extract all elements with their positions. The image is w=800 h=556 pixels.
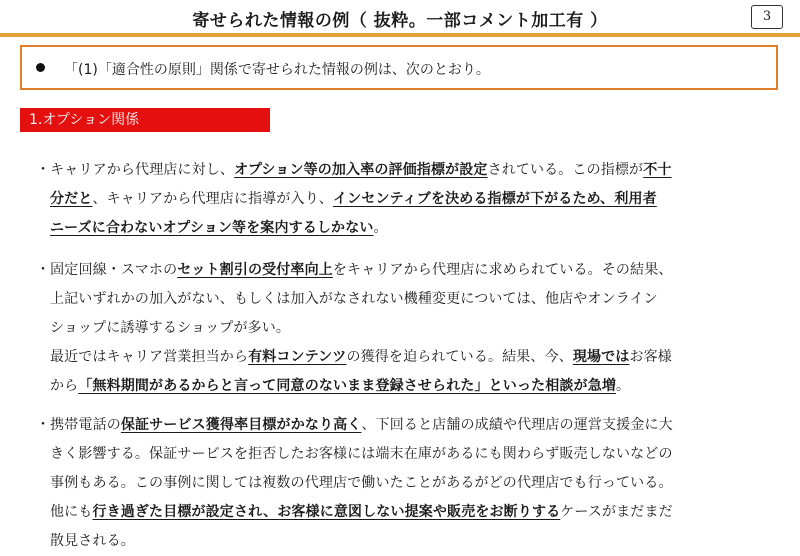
comment-line <box>36 411 781 440</box>
comment-text: ・携帯電話の <box>36 417 121 433</box>
comment-text: をキャリアから代理店に求められている。その結果、 <box>332 262 673 278</box>
highlighted-text: 行き過ぎた目標が設定され、お客様に意図しない提案や販売をお断りする <box>92 504 561 520</box>
page-title: 寄せられた情報の例（ 抜粋。一部コメント加工有 ） <box>192 11 608 31</box>
comment-text: の獲得を迫られている。結果、今、 <box>346 349 573 365</box>
page-number: 3 <box>751 5 783 29</box>
comment-item <box>36 156 781 243</box>
comment-text: されている。この指標が <box>487 162 644 178</box>
comment-text: 他にも <box>50 504 93 520</box>
comment-line <box>36 285 781 314</box>
comment-text: 、キャリアから代理店に指導が入り、 <box>92 191 334 207</box>
comment-text: 最近ではキャリア営業担当から <box>50 349 249 365</box>
comment-line <box>36 256 781 285</box>
comment-text: 、下回ると店舗の成績や代理店の運営支援金に大 <box>361 417 673 433</box>
comment-line <box>36 314 781 343</box>
comment-text: 上記いずれかの加入がない、もしくは加入がなされない機種変更については、他店やオンライン <box>50 291 658 307</box>
comment-text: 。 <box>616 378 631 394</box>
highlighted-text: 保証サービス獲得率目標がかなり高く <box>120 417 362 433</box>
highlighted-text: 現場では <box>572 349 630 365</box>
comment-text: ショップに誘導するショップが多い。 <box>50 320 290 336</box>
bullet-dot-icon <box>36 63 45 72</box>
comment-item <box>36 256 781 401</box>
comment-line <box>36 498 781 527</box>
highlighted-text: オプション等の加入率の評価指標が設定 <box>234 162 488 178</box>
comment-text: お客様 <box>629 349 672 365</box>
highlighted-text: 不十 <box>643 162 672 178</box>
comment-line <box>36 440 781 469</box>
section-heading: 1.オプション関係 <box>20 108 270 132</box>
comment-line <box>36 156 781 185</box>
comment-line <box>36 214 781 243</box>
comment-line <box>36 343 781 372</box>
comment-line <box>36 185 781 214</box>
summary-box <box>20 45 778 90</box>
comment-text: ・固定回線・スマホの <box>36 262 178 278</box>
comment-line <box>36 372 781 401</box>
comment-text: 。 <box>373 220 388 236</box>
highlighted-text: セット割引の受付率向上 <box>177 262 333 278</box>
comment-text: ケースがまだまだ <box>560 504 673 520</box>
comment-text: から <box>50 378 79 394</box>
title-divider <box>0 33 800 37</box>
comment-item <box>36 411 781 556</box>
summary-text: 「(1)「適合性の原則」関係で寄せられた情報の例は、次のとおり。 <box>64 62 490 78</box>
highlighted-text: 分だと <box>50 191 93 207</box>
highlighted-text: 「無料期間があるからと言って同意のないまま登録させられた」といった相談が急増 <box>78 378 617 394</box>
comment-text: 事例もある。この事例に関しては複数の代理店で働いたことがあるがどの代理店でも行っている。 <box>50 475 673 491</box>
comment-text: きく影響する。保証サービスを拒否したお客様には端末在庫があるにも関わらず販売しないなどの <box>50 446 673 462</box>
comment-line <box>36 527 781 556</box>
highlighted-text: 有料コンテンツ <box>248 349 347 365</box>
highlighted-text: ニーズに合わないオプション等を案内するしかない <box>50 220 374 236</box>
comment-text: ・キャリアから代理店に対し、 <box>36 162 235 178</box>
comment-text: 散見される。 <box>50 533 135 549</box>
comment-line <box>36 469 781 498</box>
highlighted-text: インセンティブを決める指標が下がるため、利用者 <box>333 191 657 207</box>
